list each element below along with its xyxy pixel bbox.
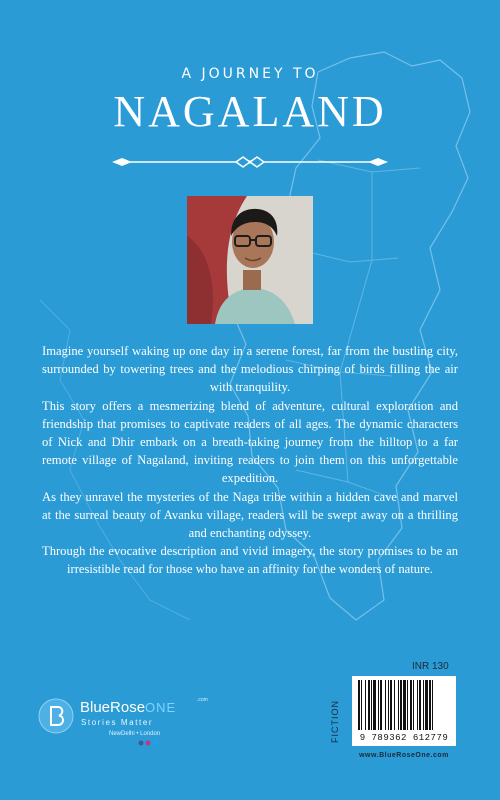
price-label: INR 130 [412, 661, 449, 672]
publisher-tagline: Stories Matter [81, 718, 154, 727]
isbn-number: 9 789362 612779 [359, 733, 449, 743]
author-photo [187, 196, 313, 324]
publisher-name-main: BlueRose [80, 699, 146, 716]
blurb-paragraph-4: Through the evocative description and vivid imagery, the story promises to be an irresistible read for those who have an affinity for the wonders of nature. [42, 544, 458, 577]
title-ornament-divider [108, 150, 392, 174]
book-title: NAGALAND [113, 87, 387, 136]
social-media-icons [138, 740, 158, 746]
barcode-bars [352, 680, 456, 736]
publisher-name-suffix: ONE [145, 700, 177, 715]
publisher-name [80, 699, 176, 716]
publisher-dotcom: .com [197, 697, 208, 703]
genre-label: FICTION [330, 700, 340, 744]
publisher-cities: NewDelhi • London [109, 731, 161, 737]
isbn-barcode [352, 676, 456, 746]
blurb-paragraph-1: Imagine yourself waking up one day in a serene forest, far from the bustling city, surrounded by towering trees and the melodious chirping of birds filling the air with tranquility. [42, 344, 458, 395]
publisher-website: www.BlueRoseOne.com [359, 752, 449, 759]
book-blurb [42, 342, 458, 579]
publisher-logo-icon [38, 698, 74, 734]
book-subtitle: A JOURNEY TO [181, 66, 319, 82]
blurb-paragraph-2: This story offers a mesmerizing blend of adventure, cultural exploration and friendship that promises to captivate readers of all ages. The dynamic characters of Nick and Dhir embark on a breath-taking journey from the hilltop to a far remote village of Nagaland, inviting readers to join them on this unforgettable expedition. [42, 398, 458, 486]
blurb-paragraph-3: As they unravel the mysteries of the Naga tribe within a hidden cave and marvel at the surreal beauty of Avanku village, readers will be swept away on a thrilling and enchanting odyssey. [42, 489, 458, 541]
